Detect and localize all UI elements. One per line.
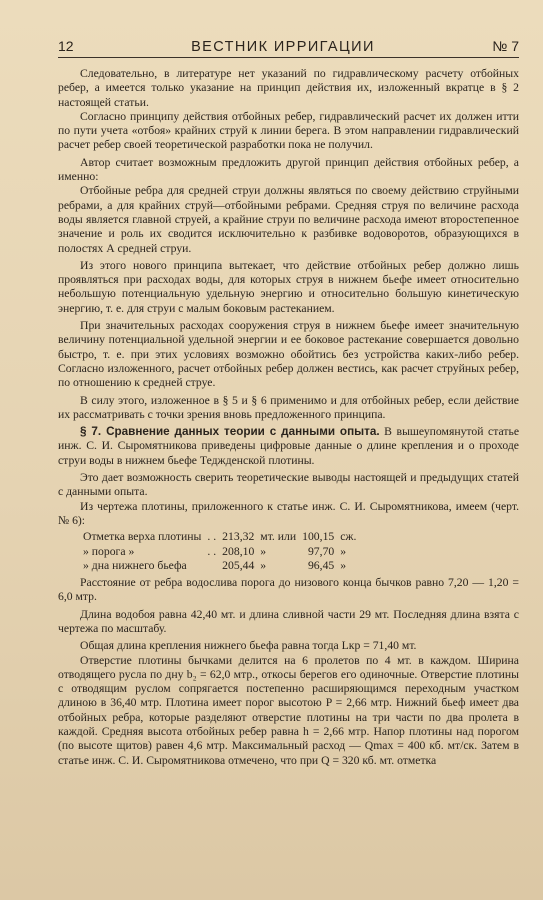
table-cell: » — [340, 558, 347, 572]
paragraph: Следовательно, в литературе нет указаний по гидравлическому расчету отбойных ребер, а имеется только указание на принцип действия их, изложенный вкратце в § 2 настоящей статьи. — [58, 67, 519, 109]
paragraph: Общая длина крепления нижнего бьефа равна тогда Lкр = 71,40 мт. — [80, 639, 417, 653]
table-cell: » порога » — [83, 544, 135, 558]
page-number: 12 — [58, 38, 74, 54]
paragraph: При значительных расходах сооружения струя в нижнем бьефе имеет значительную величину потенциальной удельной энергии и ее боковое растекание совершается довольно быстро, т. е. при этих условиях возможно обойтись без устройства каких-либо ребер. Согласно изложенного, расчет отбойных ребер должен вестись, как расчет струйных ребер, по отношению к средней струе. — [58, 319, 519, 390]
table-cell: » — [340, 544, 347, 558]
section-7-paragraph — [58, 425, 519, 468]
table-cell: 100,15 — [302, 530, 335, 544]
table-cell: сж. — [340, 530, 357, 544]
elevation-table — [80, 530, 359, 573]
table-cell: » дна нижнего бьефа — [83, 558, 187, 572]
article-body — [58, 67, 519, 768]
issue-number: № 7 — [492, 38, 519, 54]
table-cell: . . — [207, 544, 217, 558]
paragraph: Согласно принципу действия отбойных ребер, гидравлический расчет их должен итти по пути учета «отбоя» крайних струй к линии берега. В этом направлении гидравлический расчет ребер своей теоретической разработки пока не получил. — [58, 109, 519, 152]
paragraph: Из этого нового принципа вытекает, что действие отбойных ребер должно лишь проявляться при расходах воды, для которых струя в нижнем бьефе имеет относительно небольшую потенциальную удельную энергию и относительно большую кинетическую энергию, т. е. для струи с малым боковым растеканием. — [58, 258, 519, 315]
table-cell: » — [260, 558, 267, 572]
table-row — [80, 545, 359, 559]
table-row — [80, 559, 359, 573]
table-cell: 213,32 — [222, 530, 255, 544]
page-header — [58, 38, 519, 58]
paragraph: Из чертежа плотины, приложенного к статье инж. С. И. Сыромятникова, имеем (черт. № 6): — [58, 499, 519, 527]
paragraph: В силу этого, изложенное в § 5 и § 6 применимо и для отбойных ребер, если действие их рассматривать с точки зрения вновь предложенного принципа. — [58, 393, 519, 421]
paragraph: Длина водобоя равна 42,40 мт. и длина сливной части 29 мт. Последняя длина взята с чертежа по масштабу. — [58, 607, 519, 635]
table-row — [80, 530, 359, 544]
table-cell — [204, 559, 219, 573]
table-cell: мт. или — [260, 530, 297, 544]
paragraph: Автор считает возможным предложить другой принцип действия отбойных ребер, а именно: — [58, 155, 519, 184]
table-cell: 97,70 — [307, 544, 335, 558]
table-cell: 96,45 — [307, 558, 335, 572]
section-intro-text: В вышеупомянутой статье инж. С. И. Сыромятникова приведены цифровые данные о длине крепления и о проходе струи воды в нижнем бьефе Теджденской плотины. — [58, 425, 520, 467]
table-cell: 205,44 — [222, 558, 255, 572]
section-heading: § 7. Сравнение данных теории с данными опыта. — [80, 425, 380, 439]
paragraph: Отбойные ребра для средней струи должны являться по своему действию струйными ребрами, а для крайних струй—отбойными ребрами. Средняя струя по величине расхода воды является главной струей, а крайние струи по величине расхода имеют второстепенное значение и роль их сводится исключительно к разбивке водоворотов, образующихся в полостях А средней струи. — [58, 184, 519, 255]
table-cell: . . — [207, 530, 217, 544]
journal-title: ВЕСТНИК ИРРИГАЦИИ — [191, 39, 375, 55]
table-cell: » — [260, 544, 267, 558]
paragraph: Расстояние от ребра водослива порога до низового конца бычков равно 7,20 — 1,20 = 6,0 мтр. — [58, 576, 519, 604]
paragraph: Отверстие плотины бычками делится на 6 пролетов по 4 мт. в каждом. Ширина отводящего русла по дну b₂ = 62,0 мтр., откосы берегов его одиночные. Отверстие плотины с отводящим руслом сопрягается постепенно расширяющимся переходным участком длиною в 36,40 мтр. Плотина имеет порог высотою P = 2,66 мтр. Нижний бьеф имеет два отбойных ребра, которые разделяют отверстие плотины на три части по два пролета в каждой. Средняя высота отбойных ребер равна h = 2,66 мтр. Напор плотины над порогом (по высоте щитов) равен 4,6 мтр. Максимальный расход — Qmax = 400 кб. мт/ск. Затем в статье инж. С. И. Сыромятникова отмечено, что при Q = 320 кб. мт. отметка — [58, 653, 519, 767]
paragraph: Это дает возможность сверить теоретические выводы настоящей и предыдущих статей с данными опыта. — [58, 471, 519, 499]
table-cell: Отметка верха плотины — [83, 530, 202, 544]
table-cell: 208,10 — [222, 544, 255, 558]
